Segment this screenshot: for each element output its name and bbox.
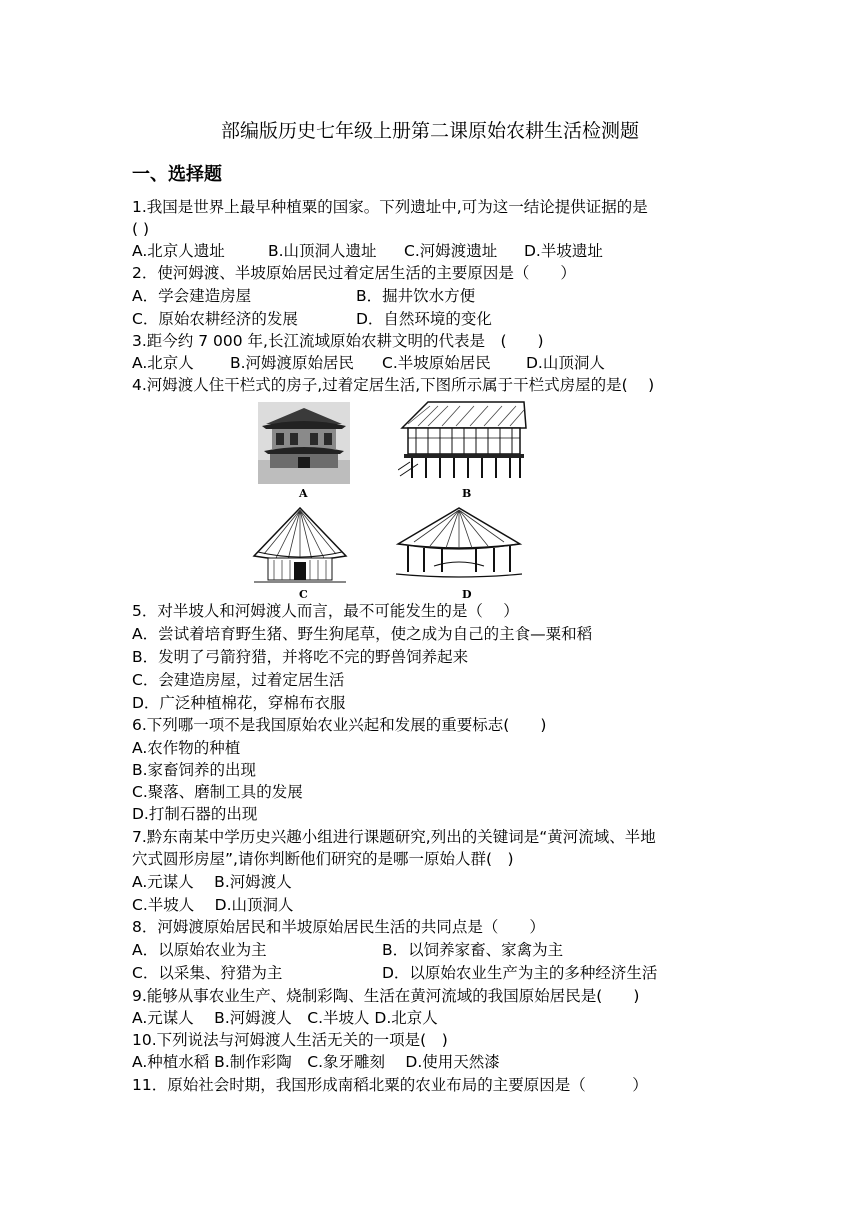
- question-6-option-d: D.打制石器的出现: [132, 805, 258, 823]
- question-8-option-b: B．以饲养家畜、家禽为主: [382, 941, 564, 959]
- house-a-label: A: [299, 487, 308, 500]
- question-7-options-cd: C.半坡人 D.山顶洞人: [132, 896, 294, 914]
- house-a-image: [258, 402, 350, 484]
- question-7-stem-cont: 穴式圆形房屋”,请你判断他们研究的是哪一原始人群( ): [132, 850, 514, 868]
- question-3-option-a: A.北京人: [132, 354, 194, 372]
- question-2-option-a: A．学会建造房屋: [132, 287, 252, 305]
- question-2-option-b: B．掘井饮水方便: [356, 287, 476, 305]
- question-1-option-c: C.河姆渡遗址: [404, 242, 498, 260]
- question-9-options: A.元谋人 B.河姆渡人 C.半坡人 D.北京人: [132, 1009, 438, 1027]
- house-c-label: C: [299, 588, 308, 601]
- question-8-option-d: D．以原始农业生产为主的多种经济生活: [382, 964, 658, 982]
- question-10-stem: 10.下列说法与河姆渡人生活无关的一项是( ): [132, 1031, 448, 1049]
- question-1-option-b: B.山顶洞人遗址: [268, 242, 377, 260]
- question-8-option-a: A．以原始农业为主: [132, 941, 267, 959]
- question-7-options-ab: A.元谋人 B.河姆渡人: [132, 873, 292, 891]
- question-5-option-c: C．会建造房屋，过着定居生活: [132, 671, 345, 689]
- question-1-stem: 1.我国是世界上最早种植粟的国家。下列遗址中,可为这一结论提供证据的是: [132, 198, 648, 216]
- house-b-image: [398, 398, 530, 482]
- question-1-option-d: D.半坡遗址: [524, 242, 603, 260]
- question-2-stem: 2．使河姆渡、半坡原始居民过着定居生活的主要原因是（ ）: [132, 264, 576, 282]
- question-3-option-c: C.半坡原始居民: [382, 354, 491, 372]
- question-5-stem: 5．对半坡人和河姆渡人而言，最不可能发生的是（ ）: [132, 602, 519, 620]
- question-7-stem: 7.黔东南某中学历史兴趣小组进行课题研究,列出的关键词是“黄河流域、半地: [132, 828, 656, 846]
- question-9-stem: 9.能够从事农业生产、烧制彩陶、生活在黄河流域的我国原始居民是( ): [132, 987, 640, 1005]
- question-4-stem: 4.河姆渡人住干栏式的房子,过着定居生活,下图所示属于干栏式房屋的是( ): [132, 376, 655, 394]
- question-5-option-d: D．广泛种植棉花，穿棉布衣服: [132, 694, 346, 712]
- house-b-label: B: [462, 487, 472, 500]
- question-8-option-c: C．以采集、狩猎为主: [132, 964, 283, 982]
- question-8-stem: 8．河姆渡原始居民和半坡原始居民生活的共同点是（ ）: [132, 918, 545, 936]
- question-5-option-a: A．尝试着培育野生猪、野生狗尾草，使之成为自己的主食—粟和稻: [132, 625, 593, 643]
- question-11-stem: 11．原始社会时期，我国形成南稻北粟的农业布局的主要原因是（ ）: [132, 1076, 648, 1094]
- question-6-stem: 6.下列哪一项不是我国原始农业兴起和发展的重要标志( ): [132, 716, 547, 734]
- house-c-image: [250, 506, 350, 586]
- page-title: 部编版历史七年级上册第二课原始农耕生活检测题: [220, 120, 639, 142]
- question-2-option-d: D．自然环境的变化: [356, 310, 492, 328]
- section-heading: 一、选择题: [132, 164, 222, 185]
- house-d-label: D: [462, 588, 472, 601]
- question-3-option-b: B.河姆渡原始居民: [230, 354, 355, 372]
- question-2-option-c: C．原始农耕经济的发展: [132, 310, 298, 328]
- question-3-stem: 3.距今约 7 000 年,长江流域原始农耕文明的代表是 ( ): [132, 332, 544, 350]
- question-3-option-d: D.山顶洞人: [526, 354, 605, 372]
- question-1-blank: ( ): [132, 220, 150, 238]
- question-10-options: A.种植水稻 B.制作彩陶 C.象牙雕刻 D.使用天然漆: [132, 1053, 500, 1071]
- question-1-option-a: A.北京人遗址: [132, 242, 225, 260]
- question-6-option-c: C.聚落、磨制工具的发展: [132, 783, 303, 801]
- house-d-image: [394, 506, 524, 582]
- question-6-option-a: A.农作物的种植: [132, 739, 241, 757]
- question-6-option-b: B.家畜饲养的出现: [132, 761, 257, 779]
- question-5-option-b: B．发明了弓箭狩猎，并将吃不完的野兽饲养起来: [132, 648, 469, 666]
